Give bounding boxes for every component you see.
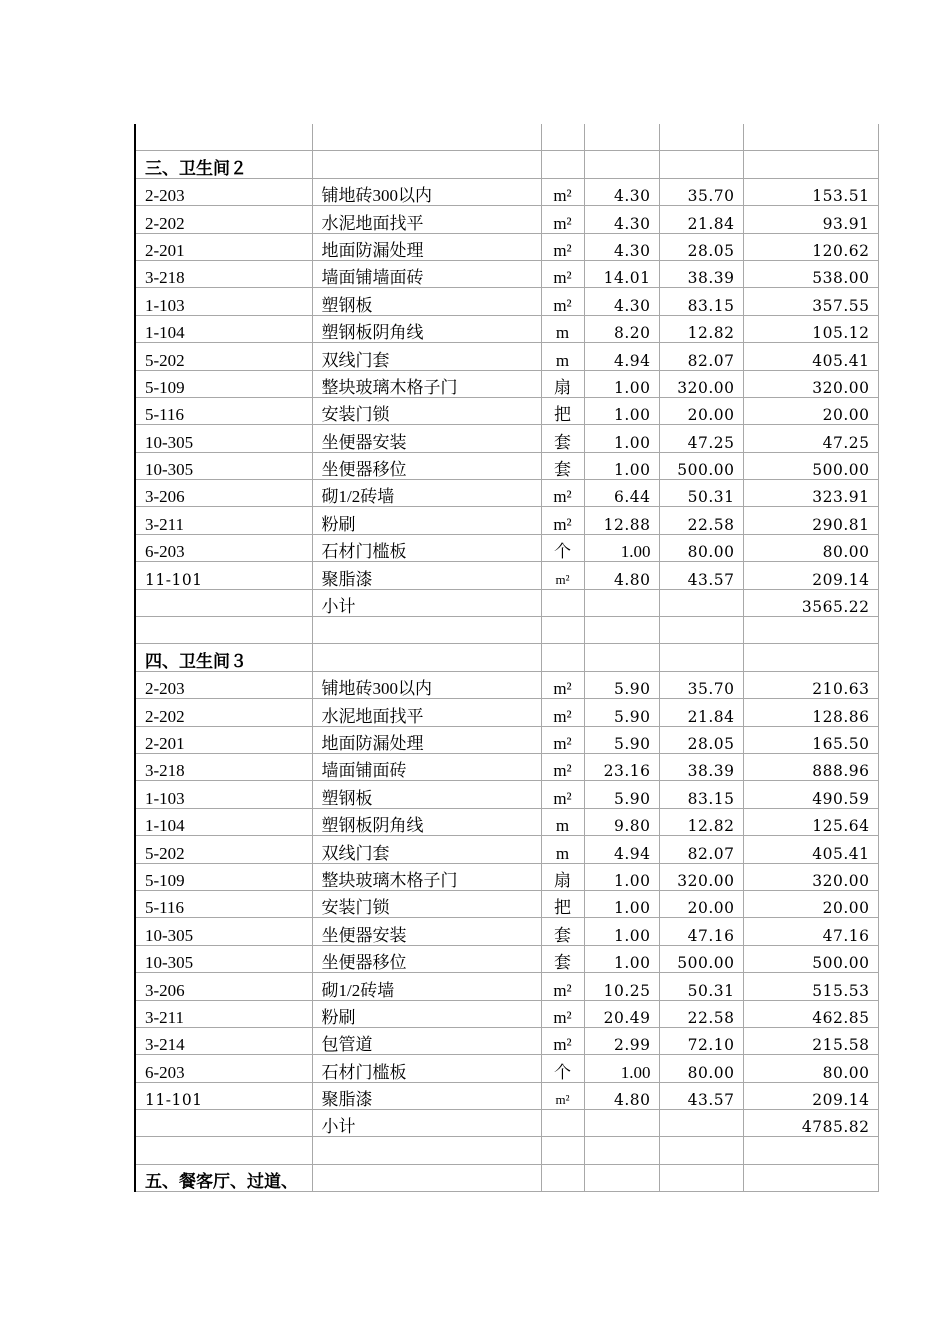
item-code: 5-202 xyxy=(135,836,312,863)
item-unit-price: 22.58 xyxy=(659,507,743,534)
item-unit: m² xyxy=(541,1082,584,1109)
item-amount: 320.00 xyxy=(743,863,878,890)
item-unit: m² xyxy=(541,288,584,315)
item-unit: 套 xyxy=(541,425,584,452)
item-name: 地面防漏处理 xyxy=(312,726,541,753)
item-unit: 套 xyxy=(541,918,584,945)
subtotal-label: 小计 xyxy=(312,589,541,616)
item-unit: 把 xyxy=(541,890,584,917)
item-code: 2-201 xyxy=(135,726,312,753)
estimate-sheet xyxy=(134,124,879,1192)
item-amount: 209.14 xyxy=(743,1082,878,1109)
item-code: 6-203 xyxy=(135,534,312,561)
cell-amount xyxy=(743,151,878,178)
item-code: 11-101 xyxy=(135,562,312,589)
section-header-row xyxy=(135,1164,878,1191)
table-row xyxy=(135,863,878,890)
section-header-row xyxy=(135,644,878,671)
item-name: 坐便器安装 xyxy=(312,918,541,945)
section-title: 四、卫生间３ xyxy=(135,644,312,671)
subtotal-amount: 3565.22 xyxy=(743,589,878,616)
item-name: 墙面铺墙面砖 xyxy=(312,260,541,287)
item-unit-price: 320.00 xyxy=(659,370,743,397)
item-code: 3-211 xyxy=(135,507,312,534)
item-quantity: 4.94 xyxy=(584,343,659,370)
item-unit-price: 35.70 xyxy=(659,178,743,205)
item-unit-price: 28.05 xyxy=(659,233,743,260)
item-name: 坐便器安装 xyxy=(312,425,541,452)
item-code: 10-305 xyxy=(135,425,312,452)
item-unit-price: 12.82 xyxy=(659,808,743,835)
item-quantity: 5.90 xyxy=(584,781,659,808)
cell-amount xyxy=(743,1164,878,1191)
item-quantity: 5.90 xyxy=(584,699,659,726)
item-amount: 20.00 xyxy=(743,890,878,917)
table-row xyxy=(135,973,878,1000)
item-quantity: 1.00 xyxy=(584,890,659,917)
item-unit-price: 320.00 xyxy=(659,863,743,890)
item-unit: m² xyxy=(541,671,584,698)
item-unit-price: 20.00 xyxy=(659,397,743,424)
item-code: 2-201 xyxy=(135,233,312,260)
item-code: 11-101 xyxy=(135,1082,312,1109)
item-amount: 153.51 xyxy=(743,178,878,205)
cell-unit xyxy=(541,1164,584,1191)
item-quantity: 8.20 xyxy=(584,315,659,342)
item-quantity: 10.25 xyxy=(584,973,659,1000)
item-quantity: 1.00 xyxy=(584,918,659,945)
item-amount: 215.58 xyxy=(743,1027,878,1054)
item-unit: 套 xyxy=(541,945,584,972)
item-unit-price: 12.82 xyxy=(659,315,743,342)
item-quantity: 5.90 xyxy=(584,726,659,753)
subtotal-label: 小计 xyxy=(312,1110,541,1137)
item-quantity: 9.80 xyxy=(584,808,659,835)
item-name: 石材门槛板 xyxy=(312,1055,541,1082)
item-unit-price: 82.07 xyxy=(659,343,743,370)
cell-price xyxy=(659,644,743,671)
cell-qty xyxy=(584,1164,659,1191)
item-name: 双线门套 xyxy=(312,836,541,863)
cell-price xyxy=(659,151,743,178)
item-unit: 个 xyxy=(541,1055,584,1082)
table-row xyxy=(135,890,878,917)
item-quantity: 1.00 xyxy=(584,425,659,452)
item-name: 铺地砖300以内 xyxy=(312,178,541,205)
item-amount: 165.50 xyxy=(743,726,878,753)
item-unit-price: 80.00 xyxy=(659,1055,743,1082)
table-row xyxy=(135,315,878,342)
item-amount: 47.16 xyxy=(743,918,878,945)
item-unit: m² xyxy=(541,1027,584,1054)
item-unit-price: 38.39 xyxy=(659,753,743,780)
item-quantity: 23.16 xyxy=(584,753,659,780)
item-code: 1-104 xyxy=(135,808,312,835)
item-amount: 80.00 xyxy=(743,1055,878,1082)
item-amount: 80.00 xyxy=(743,534,878,561)
item-name: 聚脂漆 xyxy=(312,1082,541,1109)
cell-qty xyxy=(584,589,659,616)
table-row xyxy=(135,178,878,205)
table-row xyxy=(135,781,878,808)
item-code: 2-203 xyxy=(135,671,312,698)
item-quantity: 1.00 xyxy=(584,397,659,424)
item-unit-price: 43.57 xyxy=(659,1082,743,1109)
item-amount: 128.86 xyxy=(743,699,878,726)
item-amount: 93.91 xyxy=(743,206,878,233)
cell-qty xyxy=(584,644,659,671)
item-name: 包管道 xyxy=(312,1027,541,1054)
table-row xyxy=(135,480,878,507)
cell-code xyxy=(135,589,312,616)
item-quantity: 4.30 xyxy=(584,178,659,205)
item-amount: 500.00 xyxy=(743,945,878,972)
cell-unit xyxy=(541,151,584,178)
item-unit: 扇 xyxy=(541,370,584,397)
item-unit-price: 21.84 xyxy=(659,206,743,233)
item-quantity: 2.99 xyxy=(584,1027,659,1054)
table-row xyxy=(135,507,878,534)
item-name: 砌1/2砖墙 xyxy=(312,480,541,507)
item-amount: 405.41 xyxy=(743,836,878,863)
section-title: 三、卫生间２ xyxy=(135,151,312,178)
table-row xyxy=(135,397,878,424)
cell-name xyxy=(312,617,541,644)
item-unit-price: 43.57 xyxy=(659,562,743,589)
item-code: 2-202 xyxy=(135,699,312,726)
item-amount: 120.62 xyxy=(743,233,878,260)
item-unit: m² xyxy=(541,562,584,589)
blank-row xyxy=(135,124,878,151)
item-quantity: 4.94 xyxy=(584,836,659,863)
item-amount: 210.63 xyxy=(743,671,878,698)
item-unit-price: 38.39 xyxy=(659,260,743,287)
item-name: 石材门槛板 xyxy=(312,534,541,561)
item-unit-price: 80.00 xyxy=(659,534,743,561)
item-amount: 500.00 xyxy=(743,452,878,479)
table-row xyxy=(135,699,878,726)
subtotal-row xyxy=(135,589,878,616)
item-amount: 47.25 xyxy=(743,425,878,452)
item-quantity: 5.90 xyxy=(584,671,659,698)
item-quantity: 12.88 xyxy=(584,507,659,534)
cell-amount xyxy=(743,617,878,644)
table-row xyxy=(135,836,878,863)
item-amount: 20.00 xyxy=(743,397,878,424)
item-name: 水泥地面找平 xyxy=(312,699,541,726)
cell-name xyxy=(312,151,541,178)
item-code: 10-305 xyxy=(135,452,312,479)
cell-price xyxy=(659,1137,743,1164)
item-name: 塑钢板阴角线 xyxy=(312,315,541,342)
item-quantity: 4.80 xyxy=(584,1082,659,1109)
item-unit: m² xyxy=(541,260,584,287)
table-row xyxy=(135,370,878,397)
item-amount: 538.00 xyxy=(743,260,878,287)
subtotal-amount: 4785.82 xyxy=(743,1110,878,1137)
table-row xyxy=(135,260,878,287)
cell-qty xyxy=(584,617,659,644)
section-title: 五、餐客厅、过道、 xyxy=(135,1164,312,1191)
item-unit: m² xyxy=(541,507,584,534)
table-row xyxy=(135,288,878,315)
cell-unit xyxy=(541,1110,584,1137)
item-unit-price: 47.25 xyxy=(659,425,743,452)
cost-table xyxy=(134,124,879,1192)
item-code: 3-206 xyxy=(135,973,312,1000)
item-quantity: 14.01 xyxy=(584,260,659,287)
item-amount: 888.96 xyxy=(743,753,878,780)
table-row xyxy=(135,726,878,753)
item-unit: m² xyxy=(541,206,584,233)
cell-amount xyxy=(743,1137,878,1164)
item-unit-price: 20.00 xyxy=(659,890,743,917)
item-code: 1-103 xyxy=(135,781,312,808)
item-unit: m² xyxy=(541,1000,584,1027)
table-row xyxy=(135,534,878,561)
table-row xyxy=(135,753,878,780)
table-row xyxy=(135,1082,878,1109)
item-unit: 扇 xyxy=(541,863,584,890)
item-code: 6-203 xyxy=(135,1055,312,1082)
cell-name xyxy=(312,644,541,671)
cell-amount xyxy=(743,124,878,151)
cell-price xyxy=(659,124,743,151)
cell-unit xyxy=(541,617,584,644)
item-unit: m xyxy=(541,836,584,863)
item-unit: m² xyxy=(541,178,584,205)
cell-unit xyxy=(541,124,584,151)
table-row xyxy=(135,1027,878,1054)
item-code: 3-206 xyxy=(135,480,312,507)
item-unit-price: 28.05 xyxy=(659,726,743,753)
item-quantity: 4.80 xyxy=(584,562,659,589)
item-name: 地面防漏处理 xyxy=(312,233,541,260)
item-code: 5-202 xyxy=(135,343,312,370)
item-name: 粉刷 xyxy=(312,1000,541,1027)
cell-price xyxy=(659,1164,743,1191)
item-unit: m² xyxy=(541,753,584,780)
cell-qty xyxy=(584,151,659,178)
item-name: 整块玻璃木格子门 xyxy=(312,370,541,397)
item-name: 坐便器移位 xyxy=(312,452,541,479)
item-code: 5-116 xyxy=(135,397,312,424)
item-quantity: 4.30 xyxy=(584,206,659,233)
cell-unit xyxy=(541,589,584,616)
item-unit-price: 83.15 xyxy=(659,781,743,808)
item-name: 水泥地面找平 xyxy=(312,206,541,233)
table-row xyxy=(135,425,878,452)
item-amount: 320.00 xyxy=(743,370,878,397)
item-quantity: 4.30 xyxy=(584,288,659,315)
item-code: 10-305 xyxy=(135,918,312,945)
item-quantity: 1.00 xyxy=(584,370,659,397)
item-name: 安装门锁 xyxy=(312,397,541,424)
item-amount: 462.85 xyxy=(743,1000,878,1027)
cell-qty xyxy=(584,1137,659,1164)
item-unit: m xyxy=(541,315,584,342)
item-amount: 515.53 xyxy=(743,973,878,1000)
item-code: 1-104 xyxy=(135,315,312,342)
item-unit-price: 50.31 xyxy=(659,973,743,1000)
item-unit: 把 xyxy=(541,397,584,424)
table-row xyxy=(135,562,878,589)
item-amount: 357.55 xyxy=(743,288,878,315)
table-row xyxy=(135,945,878,972)
item-quantity: 1.00 xyxy=(584,863,659,890)
item-name: 坐便器移位 xyxy=(312,945,541,972)
cell-code xyxy=(135,124,312,151)
item-unit: m² xyxy=(541,480,584,507)
subtotal-row xyxy=(135,1110,878,1137)
item-quantity: 6.44 xyxy=(584,480,659,507)
item-name: 塑钢板 xyxy=(312,781,541,808)
item-quantity: 1.00 xyxy=(584,1055,659,1082)
item-code: 1-103 xyxy=(135,288,312,315)
cell-price xyxy=(659,1110,743,1137)
item-unit: m² xyxy=(541,973,584,1000)
item-unit: 个 xyxy=(541,534,584,561)
cell-name xyxy=(312,124,541,151)
item-unit: m² xyxy=(541,726,584,753)
item-unit-price: 82.07 xyxy=(659,836,743,863)
item-unit: 套 xyxy=(541,452,584,479)
item-name: 粉刷 xyxy=(312,507,541,534)
item-unit-price: 21.84 xyxy=(659,699,743,726)
item-name: 整块玻璃木格子门 xyxy=(312,863,541,890)
item-amount: 209.14 xyxy=(743,562,878,589)
item-unit-price: 72.10 xyxy=(659,1027,743,1054)
item-quantity: 1.00 xyxy=(584,945,659,972)
table-row xyxy=(135,452,878,479)
section-header-row xyxy=(135,151,878,178)
item-unit: m xyxy=(541,808,584,835)
item-name: 聚脂漆 xyxy=(312,562,541,589)
item-quantity: 4.30 xyxy=(584,233,659,260)
item-name: 双线门套 xyxy=(312,343,541,370)
item-code: 3-214 xyxy=(135,1027,312,1054)
item-unit-price: 47.16 xyxy=(659,918,743,945)
item-quantity: 1.00 xyxy=(584,452,659,479)
blank-row xyxy=(135,1137,878,1164)
blank-row xyxy=(135,617,878,644)
cell-qty xyxy=(584,1110,659,1137)
item-code: 5-109 xyxy=(135,370,312,397)
item-unit-price: 83.15 xyxy=(659,288,743,315)
item-code: 2-202 xyxy=(135,206,312,233)
item-unit-price: 500.00 xyxy=(659,945,743,972)
item-unit: m² xyxy=(541,699,584,726)
item-unit-price: 22.58 xyxy=(659,1000,743,1027)
table-row xyxy=(135,343,878,370)
item-code: 10-305 xyxy=(135,945,312,972)
cell-name xyxy=(312,1164,541,1191)
cell-code xyxy=(135,1110,312,1137)
item-amount: 105.12 xyxy=(743,315,878,342)
item-unit-price: 35.70 xyxy=(659,671,743,698)
item-code: 3-218 xyxy=(135,753,312,780)
item-unit: m² xyxy=(541,781,584,808)
cell-name xyxy=(312,1137,541,1164)
table-row xyxy=(135,671,878,698)
cell-unit xyxy=(541,644,584,671)
item-code: 5-116 xyxy=(135,890,312,917)
item-unit-price: 50.31 xyxy=(659,480,743,507)
item-unit: m xyxy=(541,343,584,370)
table-row xyxy=(135,808,878,835)
table-row xyxy=(135,1055,878,1082)
item-name: 铺地砖300以内 xyxy=(312,671,541,698)
cell-unit xyxy=(541,1137,584,1164)
item-name: 塑钢板阴角线 xyxy=(312,808,541,835)
item-code: 5-109 xyxy=(135,863,312,890)
item-code: 2-203 xyxy=(135,178,312,205)
cell-amount xyxy=(743,644,878,671)
item-amount: 405.41 xyxy=(743,343,878,370)
item-name: 塑钢板 xyxy=(312,288,541,315)
item-unit-price: 500.00 xyxy=(659,452,743,479)
table-row xyxy=(135,233,878,260)
item-quantity: 20.49 xyxy=(584,1000,659,1027)
item-name: 安装门锁 xyxy=(312,890,541,917)
cell-price xyxy=(659,589,743,616)
item-name: 墙面铺面砖 xyxy=(312,753,541,780)
item-amount: 290.81 xyxy=(743,507,878,534)
item-unit: m² xyxy=(541,233,584,260)
cell-price xyxy=(659,617,743,644)
cell-qty xyxy=(584,124,659,151)
item-code: 3-211 xyxy=(135,1000,312,1027)
item-amount: 323.91 xyxy=(743,480,878,507)
item-amount: 490.59 xyxy=(743,781,878,808)
cell-code xyxy=(135,1137,312,1164)
item-quantity: 1.00 xyxy=(584,534,659,561)
item-name: 砌1/2砖墙 xyxy=(312,973,541,1000)
item-code: 3-218 xyxy=(135,260,312,287)
table-row xyxy=(135,918,878,945)
table-row xyxy=(135,206,878,233)
item-amount: 125.64 xyxy=(743,808,878,835)
cell-code xyxy=(135,617,312,644)
table-row xyxy=(135,1000,878,1027)
